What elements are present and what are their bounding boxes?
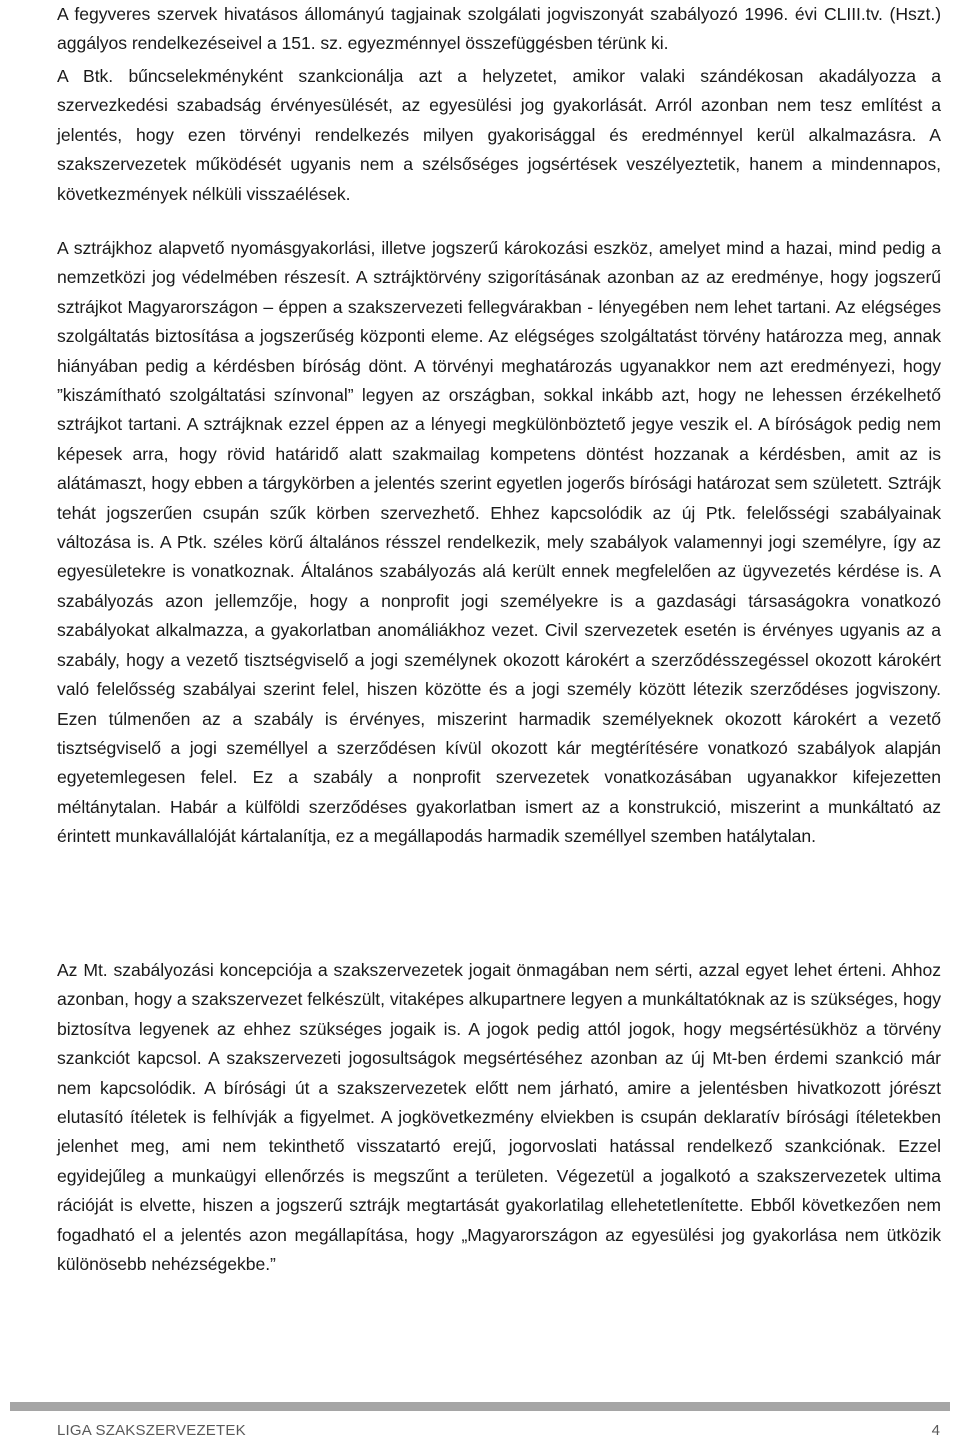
footer-divider — [10, 1402, 950, 1411]
paragraph-labour-code: Az Mt. szabályozási koncepciója a szakszervezetek jogait önmagában nem sérti, azzal egyet lehet érteni. Ahhoz azonban, hogy a szakszervezet felkészült, vitaképes alkupartnere legyen a munkáltatóknak az is szükséges, hogy biztosítva legyenek az ehhez szükséges jogaik is. A jogok pedig attól jogok, hogy megsértésükhöz a törvény szankciót kapcsol. A szakszervezeti jogosultságok megsértéséhez azonban az új Mt-ben érdemi szankció már nem kapcsolódik. A bírósági út a szakszervezetek előtt nem járható, amire a jelentésben hivatkozott jórészt elutasító ítéletek is felhívják a figyelmet. A jogkövetkezmény elviekben is csupán deklaratív bírósági ítéletekben jelenhet meg, ami nem tekinthető visszatartó erejű, jogorvoslati hatással rendelkező szankciónak. Ezzel egyidejűleg a munkaügyi ellenőrzés is megszűnt a területen. Végezetül a jogalkotó a szakszervezetek ultima rációját is elvette, hiszen a jogszerű sztrájk megtartását gyakorlatilag ellehetetlenítette. Ebből következően nem fogadható el a jelentés azon megállapítása, hogy „Magyarországon az egyesülési jog gyakorlása nem ütközik különösebb nehézségekbe.” — [57, 960, 941, 1275]
paragraph-strike-law: A sztrájkhoz alapvető nyomásgyakorlási, illetve jogszerű károkozási eszköz, amelyet mind a hazai, mind pedig a nemzetközi jog védelmében részesít. A sztrájktörvény szigorításának azonban az az eredménye, hogy jogszerű sztrájkot Magyarországon – éppen a szakszervezeti fellegvárakban - lényegében nem lehet tartani. Az elégséges szolgáltatás biztosítása a jogszerűség központi eleme. Az elégséges szolgáltatást törvény határozza meg, annak hiányában pedig a kérdésben bíróság dönt. A törvényi meghatározás ugyanakkor nem azt eredményezi, hogy ”kiszámítható szolgáltatási színvonal” legyen az országban, sokkal inkább azt, hogy ne lehessen érzékelhető sztrájkot tartani. A sztrájknak ezzel éppen az a lényegi megkülönböztető jegye veszik el. A bíróságok pedig nem képesek arra, hogy rövid határidő alatt szakmailag kompetens döntést hozzanak a kérdésben, amit az is alátámaszt, hogy ebben a tárgykörben a jelentés szerint egyetlen jogerős bírósági határozat sem született. Sztrájk tehát jogszerűen csupán szűk körben szervezhető. Ehhez kapcsolódik az új Ptk. felelősségi szabályainak változása is. A Ptk. széles körű általános résszel rendelkezik, mely szabályok valamennyi jogi személyre, így az egyesületekre is vonatkoznak. Általános szabályozás alá került ennek megfelelően az ügyvezetés kérdése is. A szabályozás azon jellemzője, hogy a nonprofit jogi személyekre is a gazdasági társaságokra vonatkozó szabályokat alkalmazza, a gyakorlatban anomáliákhoz vezet. Civil szervezetek esetén is érvényes ugyanis az a szabály, hogy a vezető tisztségviselő a jogi személynek okozott károkért a szerződésszegéssel okozott károkért való felelősség szabályai szerint felel, hiszen közötte és a jogi személy között létezik szerződéses jogviszony. Ezen túlmenően az a szabály is érvényes, miszerint harmadik személyeknek okozott károkért a vezető tisztségviselő a jogi személlyel a szerződésen kívül okozott kár megtérítésére vonatkozó szabályok alapján egyetemlegesen felel. Ez a szabály a nonprofit szervezetek vonatkozásában ugyanakkor kifejezetten méltánytalan. Habár a külföldi szerződéses gyakorlatban ismert az a konstrukció, miszerint a munkáltató az érintett munkavállalóját kártalanítja, ez a megállapodás harmadik személlyel szemben hatálytalan. — [57, 238, 941, 847]
paragraph-hszt-intro: A fegyveres szervek hivatásos állományú tagjainak szolgálati jogviszonyát szabályozó 1996. évi CLIII.tv. (Hszt.) aggályos rendelkezéseivel a 151. sz. egyezménnyel összefüggésben térünk ki. — [57, 4, 941, 54]
paragraph-btk: A Btk. bűncselekményként szankcionálja azt a helyzetet, amikor valaki szándékosan akadályozza a szervezkedési szabadság érvényesülését, az egyesülési jog gyakorlását. Arról azonban nem tesz említést a jelentés, hogy ezen törvényi rendelkezés milyen gyakorisággal és eredménnyel kerül alkalmazásra. A szakszervezetek működését ugyanis nem a szélsőséges jogsértések veszélyeztetik, hanem a mindennapos, következmények nélküli visszaélések. — [57, 66, 941, 204]
footer-organization: LIGA SZAKSZERVEZETEK — [57, 1422, 246, 1439]
page-number: 4 — [931, 1422, 940, 1439]
